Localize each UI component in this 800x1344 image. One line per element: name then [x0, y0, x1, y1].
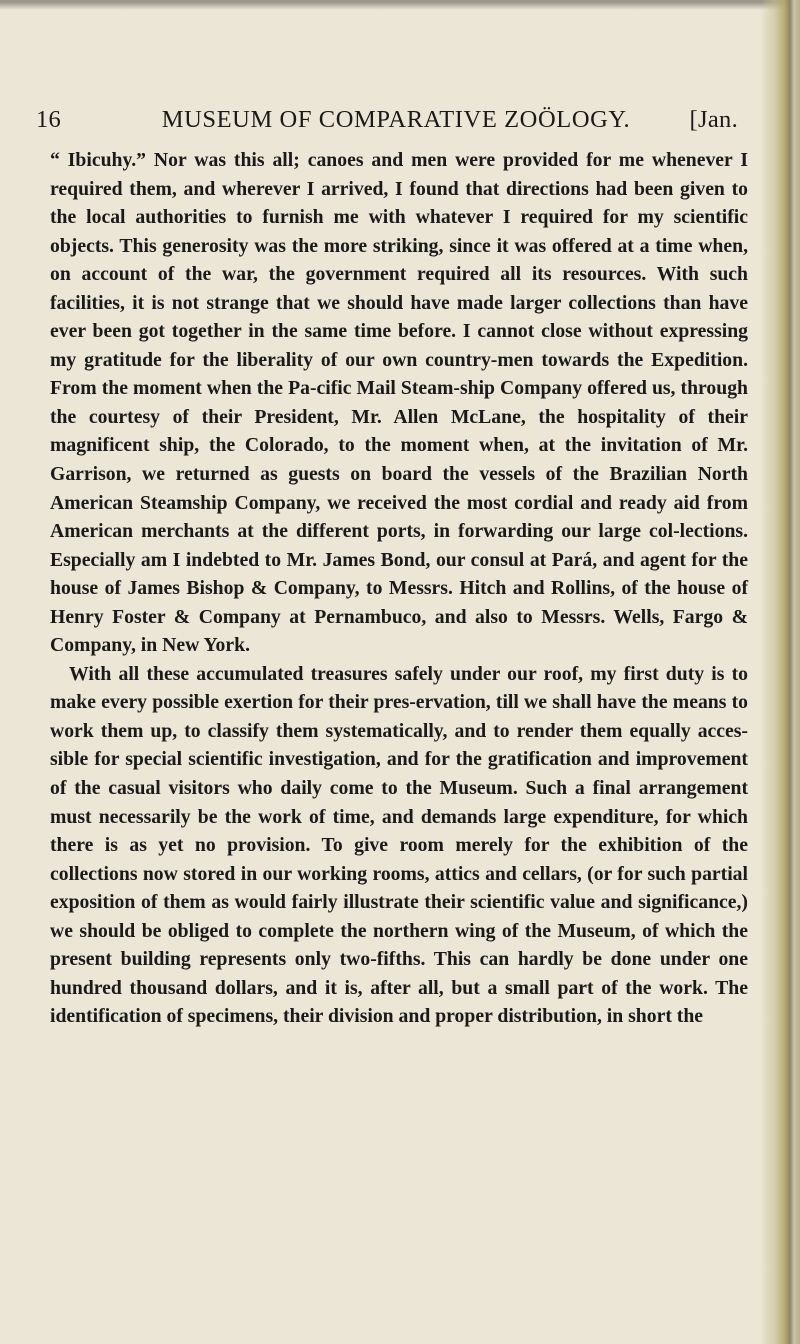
body-text — [50, 146, 748, 1031]
running-header — [30, 104, 762, 146]
running-date: [Jan. — [689, 106, 738, 133]
document-page — [30, 104, 762, 1324]
running-title: MUSEUM OF COMPARATIVE ZOÖLOGY. — [161, 106, 631, 133]
paragraph-continued: “ Ibicuhy.” Nor was this all; canoes and men were provided for me whenever I required them, and wherever I arrived, I found that directions had been given to the local authorities to furnish me with whatever I required for my scientific objects. This generosity was the more striking, since it was offered at a time when, on account of the war, the government required all its resources. With such facilities, it is not strange that we should have made larger collections than have ever been got together in the same time before. I cannot close without expressing my gratitude for the liberality of our own country-men towards the Expedition. From the moment when the Pa-cific Mail Steam-ship Company offered us, through the courtesy of their President, Mr. Allen McLane, the hospitality of their magnificent ship, the Colorado, to the moment when, at the invitation of Mr. Garrison, we returned as guests on board the vessels of the Brazilian North American Steamship Company, we received the most cordial and ready aid from American merchants at the different ports, in forwarding our large col-lections. Especially am I indebted to Mr. James Bond, our consul at Pará, and agent for the house of James Bishop & Company, to Messrs. Hitch and Rollins, of the house of Henry Foster & Company at Pernambuco, and also to Messrs. Wells, Fargo & Company, in New York. — [50, 149, 748, 657]
paragraph: With all these accumulated treasures safely under our roof, my first duty is to make every possible exertion for their pres-ervation, till we shall have the means to work them up, to classify them systematically, and to render them equally acces-sible for special scientific investigation, and for the gratification and improvement of the casual visitors who daily come to the Museum. Such a final arrangement must necessarily be the work of time, and demands large expenditure, for which there is as yet no provision. To give room merely for the exhibition of the collections now stored in our working rooms, attics and cellars, (or for such partial exposition of them as would fairly illustrate their scientific value and significance,) we should be obliged to complete the northern wing of the Museum, of which the present building represents only two-fifths. This can hardly be done under one hundred thousand dollars, and it is, after all, but a small part of the work. The identification of specimens, their division and proper distribution, in short the — [50, 662, 748, 1028]
page-binding-edge — [760, 0, 800, 1344]
page-number: 16 — [36, 106, 62, 133]
page-top-edge — [0, 0, 800, 10]
